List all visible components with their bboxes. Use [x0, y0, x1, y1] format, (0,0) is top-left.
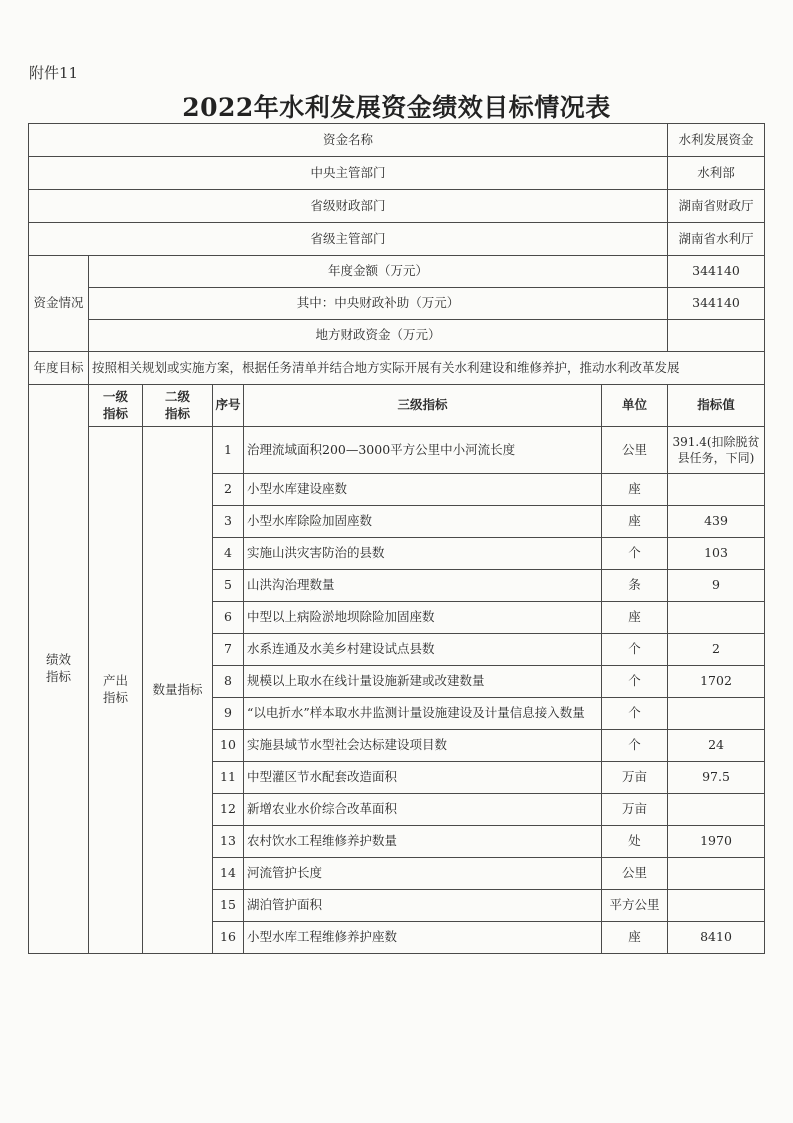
indicator-value — [668, 794, 765, 826]
indicator-value — [668, 602, 765, 634]
indicator-unit: 处 — [602, 826, 668, 858]
indicator-seq: 1 — [213, 427, 244, 474]
indicator-name: 小型水库建设座数 — [244, 474, 602, 506]
indicator-name: 实施山洪灾害防治的县数 — [244, 538, 602, 570]
indicator-seq: 15 — [213, 890, 244, 922]
indicator-value: 1702 — [668, 666, 765, 698]
indicator-name: 中型以上病险淤地坝除险加固座数 — [244, 602, 602, 634]
indicator-value: 1970 — [668, 826, 765, 858]
funding-label: 地方财政资金（万元） — [89, 320, 668, 352]
indicator-name: 治理流域面积200—3000平方公里中小河流长度 — [244, 427, 602, 474]
level1-indicator-text: 产出指标 — [102, 673, 128, 705]
indicator-value: 103 — [668, 538, 765, 570]
indicator-unit: 万亩 — [602, 794, 668, 826]
indicator-name: 河流管护长度 — [244, 858, 602, 890]
annual-goal-text: 按照相关规划或实施方案，根据任务清单并结合地方实际开展有关水利建设和维修养护，推动水利改革发展 — [89, 352, 765, 385]
indicator-group-label — [29, 385, 89, 954]
indicator-name: 湖泊管护面积 — [244, 890, 602, 922]
indicator-value: 24 — [668, 730, 765, 762]
indicator-seq: 3 — [213, 506, 244, 538]
info-label: 资金名称 — [29, 124, 668, 157]
indicator-header-row — [29, 385, 765, 427]
indicator-value: 439 — [668, 506, 765, 538]
indicator-unit: 个 — [602, 634, 668, 666]
indicator-name: 农村饮水工程维修养护数量 — [244, 826, 602, 858]
indicator-name: 小型水库工程维修养护座数 — [244, 922, 602, 954]
indicator-row — [29, 427, 765, 474]
funding-group-label: 资金情况 — [29, 256, 89, 352]
indicator-value: 391.4(扣除脱贫县任务，下同) — [668, 427, 765, 474]
indicator-unit: 座 — [602, 474, 668, 506]
funding-value: 344140 — [668, 256, 765, 288]
header-unit: 单位 — [602, 385, 668, 427]
info-label: 省级主管部门 — [29, 223, 668, 256]
indicator-name: 水系连通及水美乡村建设试点县数 — [244, 634, 602, 666]
indicator-seq: 4 — [213, 538, 244, 570]
header-value: 指标值 — [668, 385, 765, 427]
funding-value: 344140 — [668, 288, 765, 320]
header-level1 — [89, 385, 143, 427]
indicator-value: 9 — [668, 570, 765, 602]
indicator-seq: 11 — [213, 762, 244, 794]
info-value: 水利发展资金 — [668, 124, 765, 157]
indicator-name: 规模以上取水在线计量设施新建或改建数量 — [244, 666, 602, 698]
indicator-unit: 公里 — [602, 858, 668, 890]
header-seq: 序号 — [213, 385, 244, 427]
performance-target-table — [28, 123, 765, 954]
indicator-seq: 13 — [213, 826, 244, 858]
indicator-seq: 14 — [213, 858, 244, 890]
info-label: 省级财政部门 — [29, 190, 668, 223]
indicator-seq: 12 — [213, 794, 244, 826]
funding-label: 其中：中央财政补助（万元） — [89, 288, 668, 320]
indicator-value: 2 — [668, 634, 765, 666]
funding-value — [668, 320, 765, 352]
annex-label: 附件11 — [29, 64, 79, 82]
indicator-value — [668, 698, 765, 730]
indicator-name: 小型水库除险加固座数 — [244, 506, 602, 538]
indicator-unit: 座 — [602, 602, 668, 634]
info-value: 湖南省财政厅 — [668, 190, 765, 223]
indicator-name: 山洪沟治理数量 — [244, 570, 602, 602]
indicator-unit: 万亩 — [602, 762, 668, 794]
funding-row — [29, 256, 765, 288]
indicator-seq: 10 — [213, 730, 244, 762]
info-value: 水利部 — [668, 157, 765, 190]
indicator-unit: 个 — [602, 538, 668, 570]
info-row — [29, 157, 765, 190]
level2-indicator: 数量指标 — [143, 427, 213, 954]
indicator-unit: 个 — [602, 730, 668, 762]
page-title: 2022年水利发展资金绩效目标情况表 — [182, 93, 611, 122]
indicator-seq: 5 — [213, 570, 244, 602]
indicator-value — [668, 890, 765, 922]
indicator-seq: 7 — [213, 634, 244, 666]
indicator-unit: 座 — [602, 922, 668, 954]
indicator-value — [668, 474, 765, 506]
indicator-seq: 8 — [213, 666, 244, 698]
header-level2-text: 二级指标 — [164, 388, 190, 421]
info-row — [29, 124, 765, 157]
annual-goal-row — [29, 352, 765, 385]
indicator-name: 实施县域节水型社会达标建设项目数 — [244, 730, 602, 762]
indicator-value: 97.5 — [668, 762, 765, 794]
funding-row — [29, 288, 765, 320]
indicator-unit: 个 — [602, 666, 668, 698]
indicator-name: 新增农业水价综合改革面积 — [244, 794, 602, 826]
indicator-unit: 条 — [602, 570, 668, 602]
indicator-name: “以电折水”样本取水井监测计量设施建设及计量信息接入数量 — [244, 698, 602, 730]
indicator-unit: 个 — [602, 698, 668, 730]
indicator-unit: 座 — [602, 506, 668, 538]
indicator-group-text: 绩效指标 — [45, 652, 71, 684]
indicator-value: 8410 — [668, 922, 765, 954]
header-level1-text: 一级指标 — [102, 388, 128, 421]
info-label: 中央主管部门 — [29, 157, 668, 190]
funding-row — [29, 320, 765, 352]
indicator-seq: 9 — [213, 698, 244, 730]
indicator-seq: 16 — [213, 922, 244, 954]
info-row — [29, 223, 765, 256]
header-level3: 三级指标 — [244, 385, 602, 427]
indicator-seq: 2 — [213, 474, 244, 506]
indicator-name: 中型灌区节水配套改造面积 — [244, 762, 602, 794]
indicator-unit: 平方公里 — [602, 890, 668, 922]
funding-label: 年度金额（万元） — [89, 256, 668, 288]
indicator-unit: 公里 — [602, 427, 668, 474]
indicator-value — [668, 858, 765, 890]
level1-indicator — [89, 427, 143, 954]
indicator-seq: 6 — [213, 602, 244, 634]
info-row — [29, 190, 765, 223]
header-level2 — [143, 385, 213, 427]
info-value: 湖南省水利厅 — [668, 223, 765, 256]
annual-goal-label: 年度目标 — [29, 352, 89, 385]
